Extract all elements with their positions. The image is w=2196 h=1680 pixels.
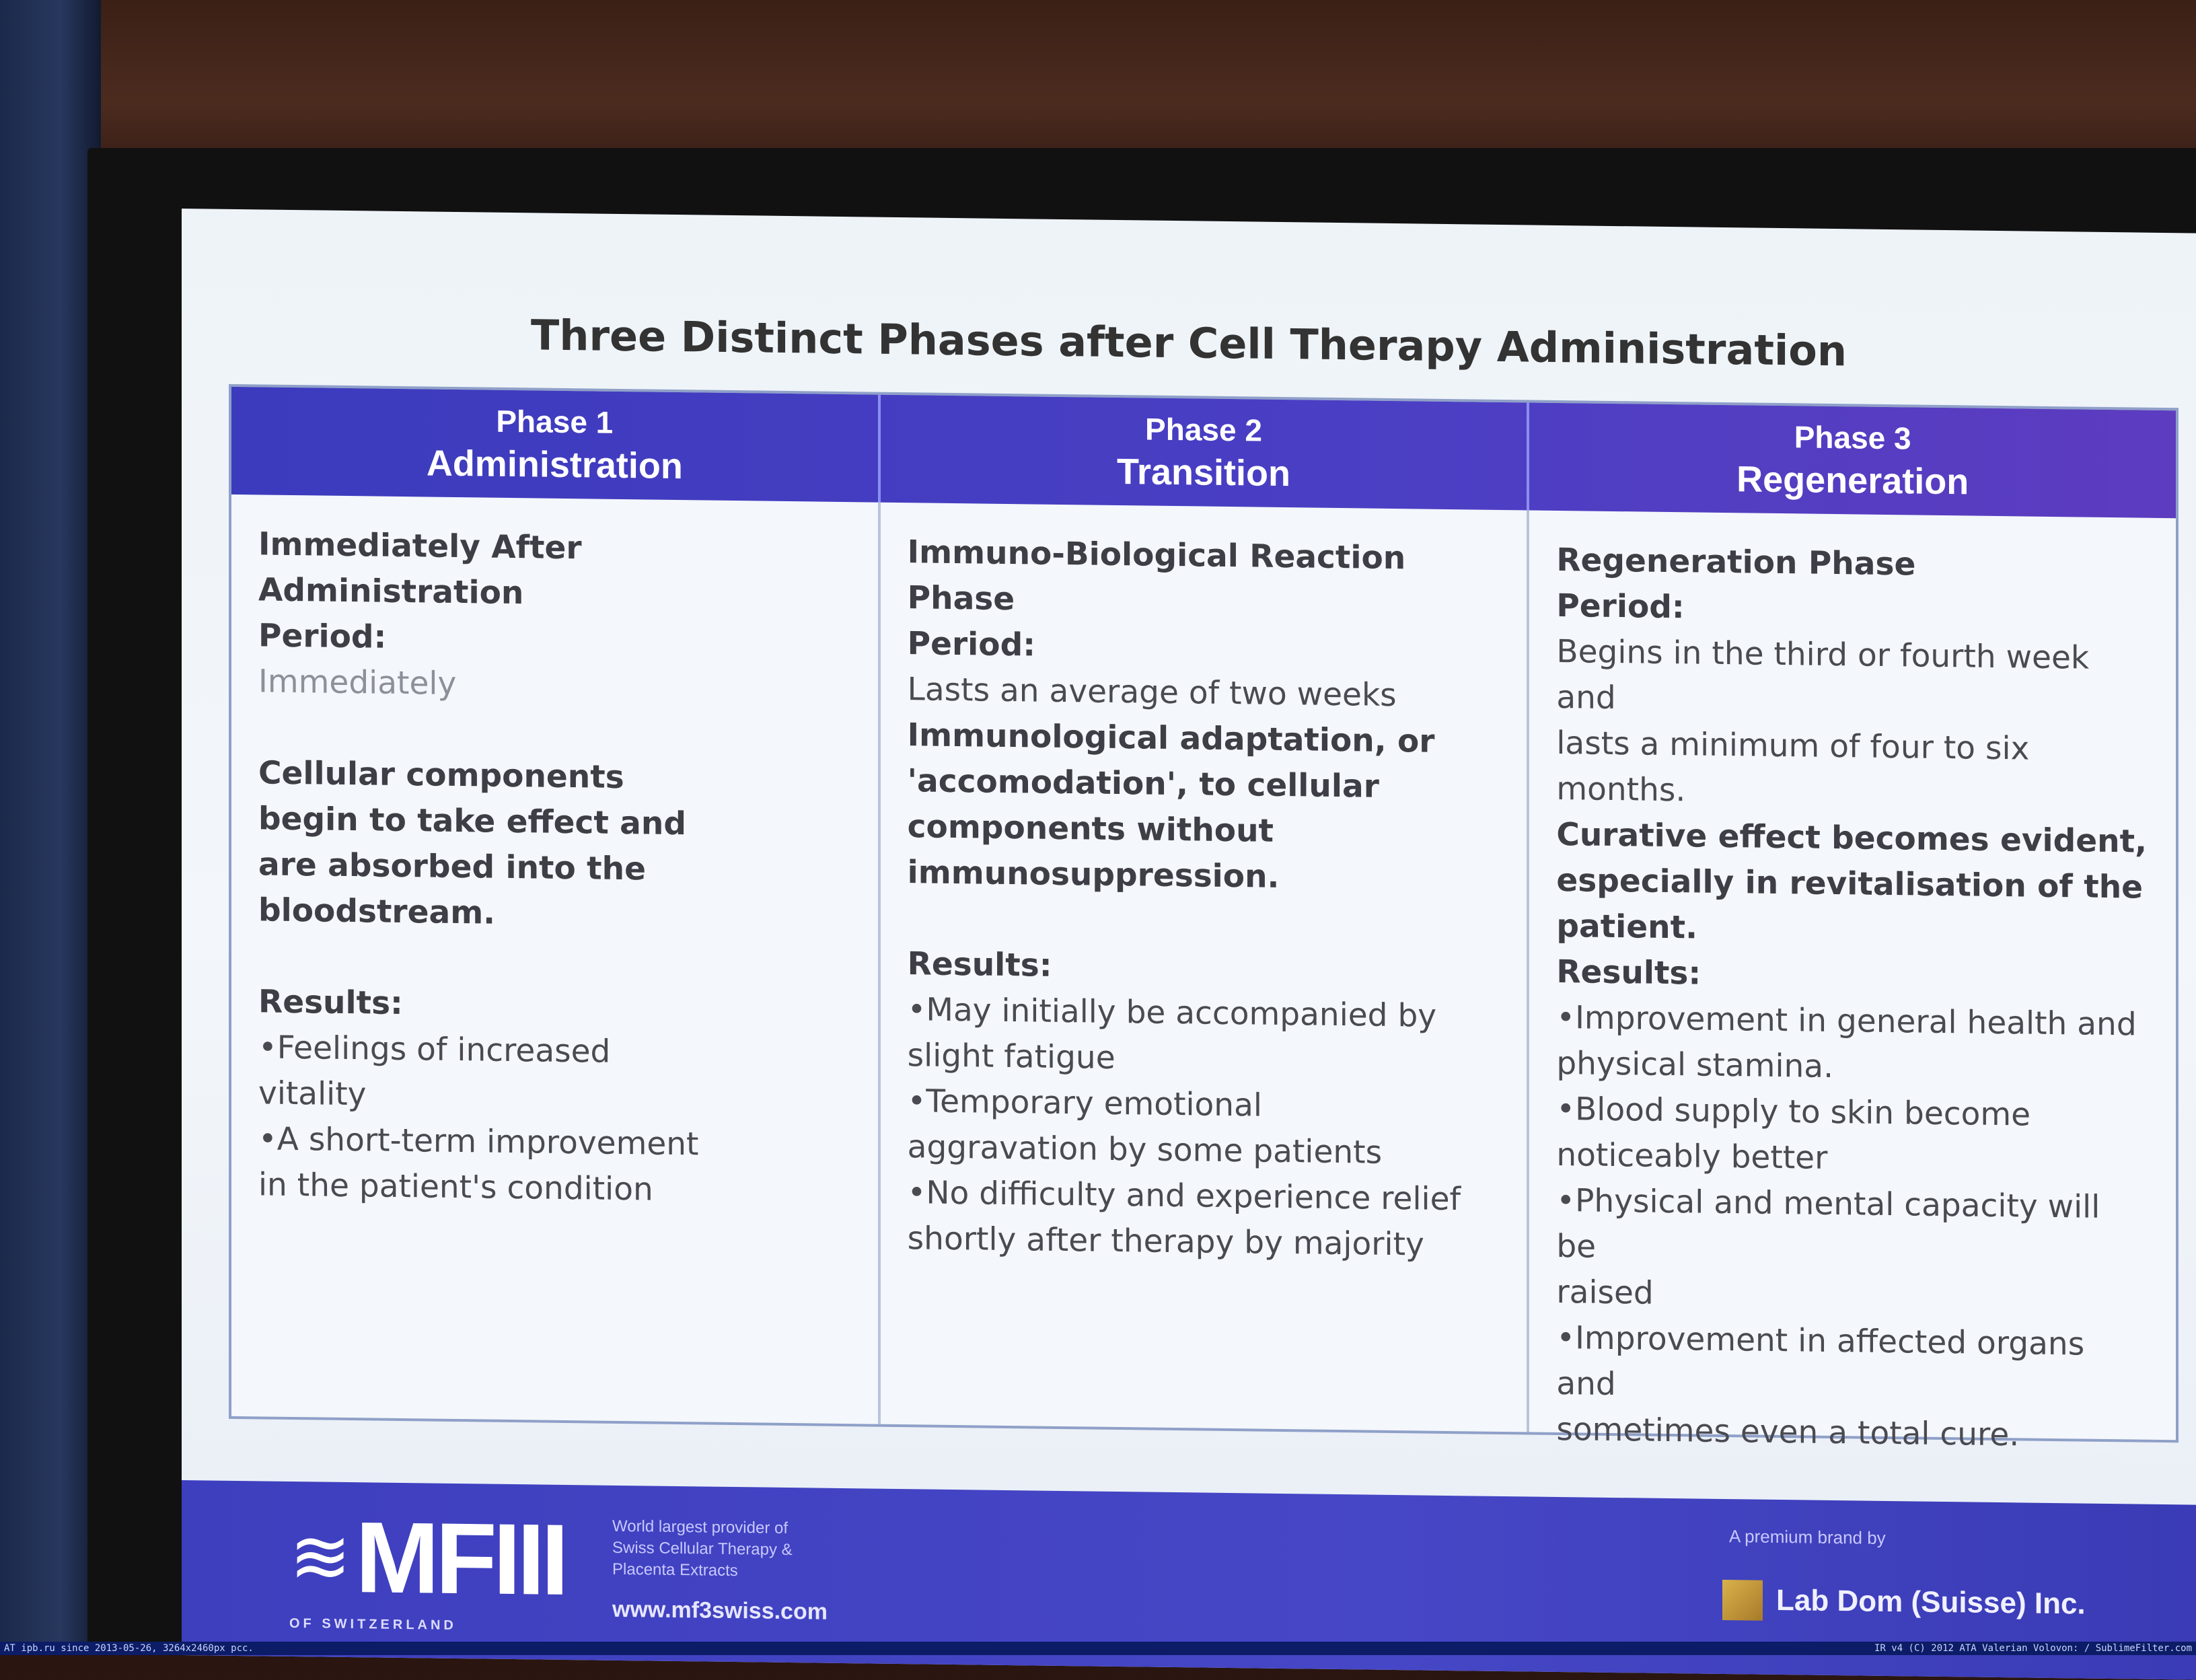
period-text: lasts a minimum of four to six months.: [1556, 724, 2030, 809]
phase-2-column: [881, 503, 1530, 1432]
description-line: 'accomodation', to cellular: [907, 762, 1379, 805]
phase-heading-line: Administration: [258, 571, 524, 612]
description-line: bloodstream.: [258, 891, 496, 932]
description-line: immunosuppression.: [907, 854, 1280, 896]
result-line: •Improvement in affected organs and: [1556, 1319, 2085, 1403]
phase-heading-line: Regeneration Phase: [1556, 541, 1916, 583]
side-banner: [0, 0, 101, 1655]
results-label: Results:: [907, 945, 1052, 984]
brand-name: Lab Dom (Suisse) Inc.: [1776, 1583, 2086, 1621]
mf3-logo: [289, 1498, 565, 1618]
result-line: •A short-term improvement: [258, 1120, 699, 1163]
period-label: Period:: [258, 617, 387, 656]
description-line: components without: [907, 808, 1274, 850]
result-line: •Improvement in general health and: [1556, 998, 2137, 1044]
result-line: •Temporary emotional: [907, 1083, 1262, 1124]
phase-number: Phase 3: [1794, 419, 1911, 456]
result-line: raised: [1556, 1273, 1654, 1312]
results-label: Results:: [1556, 953, 1701, 992]
phase-heading-line: Immediately After: [258, 525, 582, 567]
tagline-line: World largest provider of: [612, 1517, 788, 1538]
period-text: Immediately: [258, 663, 457, 702]
waves-icon: ≋: [289, 1514, 352, 1599]
projected-slide: [182, 209, 2196, 1680]
result-line: noticeably better: [1556, 1136, 1828, 1177]
phase-name: Administration: [426, 443, 683, 487]
header-phase-3: [1529, 402, 2176, 518]
result-line: aggravation by some patients: [907, 1128, 1383, 1171]
phase-number: Phase 2: [1145, 411, 1262, 448]
result-line: •No difficulty and experience relief: [907, 1174, 1461, 1218]
logo-text: MFIII: [355, 1500, 565, 1616]
result-line: vitality: [258, 1074, 367, 1113]
results-label: Results:: [258, 983, 403, 1023]
description-line: Immunological adaptation, or: [907, 717, 1435, 760]
phase-name: Regeneration: [1736, 459, 1969, 503]
logo-subtitle: OF SWITZERLAND: [289, 1615, 457, 1633]
table-body: [231, 495, 2176, 1454]
tagline-line: Swiss Cellular Therapy &: [612, 1538, 793, 1560]
lab-dom-logo-icon: [1722, 1580, 1763, 1621]
result-line: sometimes even a total cure.: [1556, 1410, 2020, 1454]
brand-by-label: A premium brand by: [1729, 1526, 1886, 1548]
description-line: patient.: [1556, 907, 1697, 947]
tagline-line: Placenta Extracts: [612, 1560, 738, 1580]
result-line: in the patient's condition: [258, 1166, 653, 1208]
period-label: Period:: [907, 625, 1036, 664]
tagline: [612, 1516, 793, 1582]
result-line: shortly after therapy by majority: [907, 1220, 1424, 1264]
phase-heading-line: Immuno-Biological Reaction: [907, 534, 1406, 577]
website-url: www.mf3swiss.com: [612, 1596, 828, 1625]
slide-title: Three Distinct Phases after Cell Therapy Administration: [531, 310, 1847, 376]
result-line: •Physical and mental capacity will be: [1556, 1181, 2100, 1266]
description-line: begin to take effect and: [258, 800, 686, 843]
result-line: •Feelings of increased: [258, 1029, 611, 1070]
result-line: •May initially be accompanied by: [907, 991, 1437, 1035]
phase-number: Phase 1: [496, 403, 614, 440]
description-line: Cellular components: [258, 754, 624, 797]
result-line: slight fatigue: [907, 1037, 1115, 1076]
period-text: Begins in the third or fourth week and: [1556, 632, 2090, 717]
description-line: are absorbed into the: [258, 846, 646, 888]
result-line: physical stamina.: [1556, 1044, 1834, 1085]
phase-heading-line: Phase: [907, 579, 1015, 618]
header-phase-1: [231, 387, 881, 503]
phase-3-column: [1529, 510, 2176, 1454]
period-label: Period:: [1556, 587, 1685, 626]
phase-1-column: [231, 495, 881, 1424]
watermark-right: IR v4 (C) 2012 ATA Valerian Volovon: / SublimeFilter.com: [1874, 1643, 2192, 1654]
watermark-left: AT ipb.ru since 2013-05-26, 3264x2460px pcc.: [4, 1643, 254, 1654]
phases-table: [229, 384, 2179, 1454]
phase-name: Transition: [1116, 451, 1291, 495]
description-line: especially in revitalisation of the: [1556, 861, 2144, 906]
description-line: Curative effect becomes evident,: [1556, 815, 2147, 861]
result-line: •Blood supply to skin become: [1556, 1090, 2031, 1134]
header-phase-2: [881, 395, 1530, 511]
period-text: Lasts an average of two weeks: [907, 671, 1397, 715]
watermark-bar: [0, 1642, 2196, 1655]
